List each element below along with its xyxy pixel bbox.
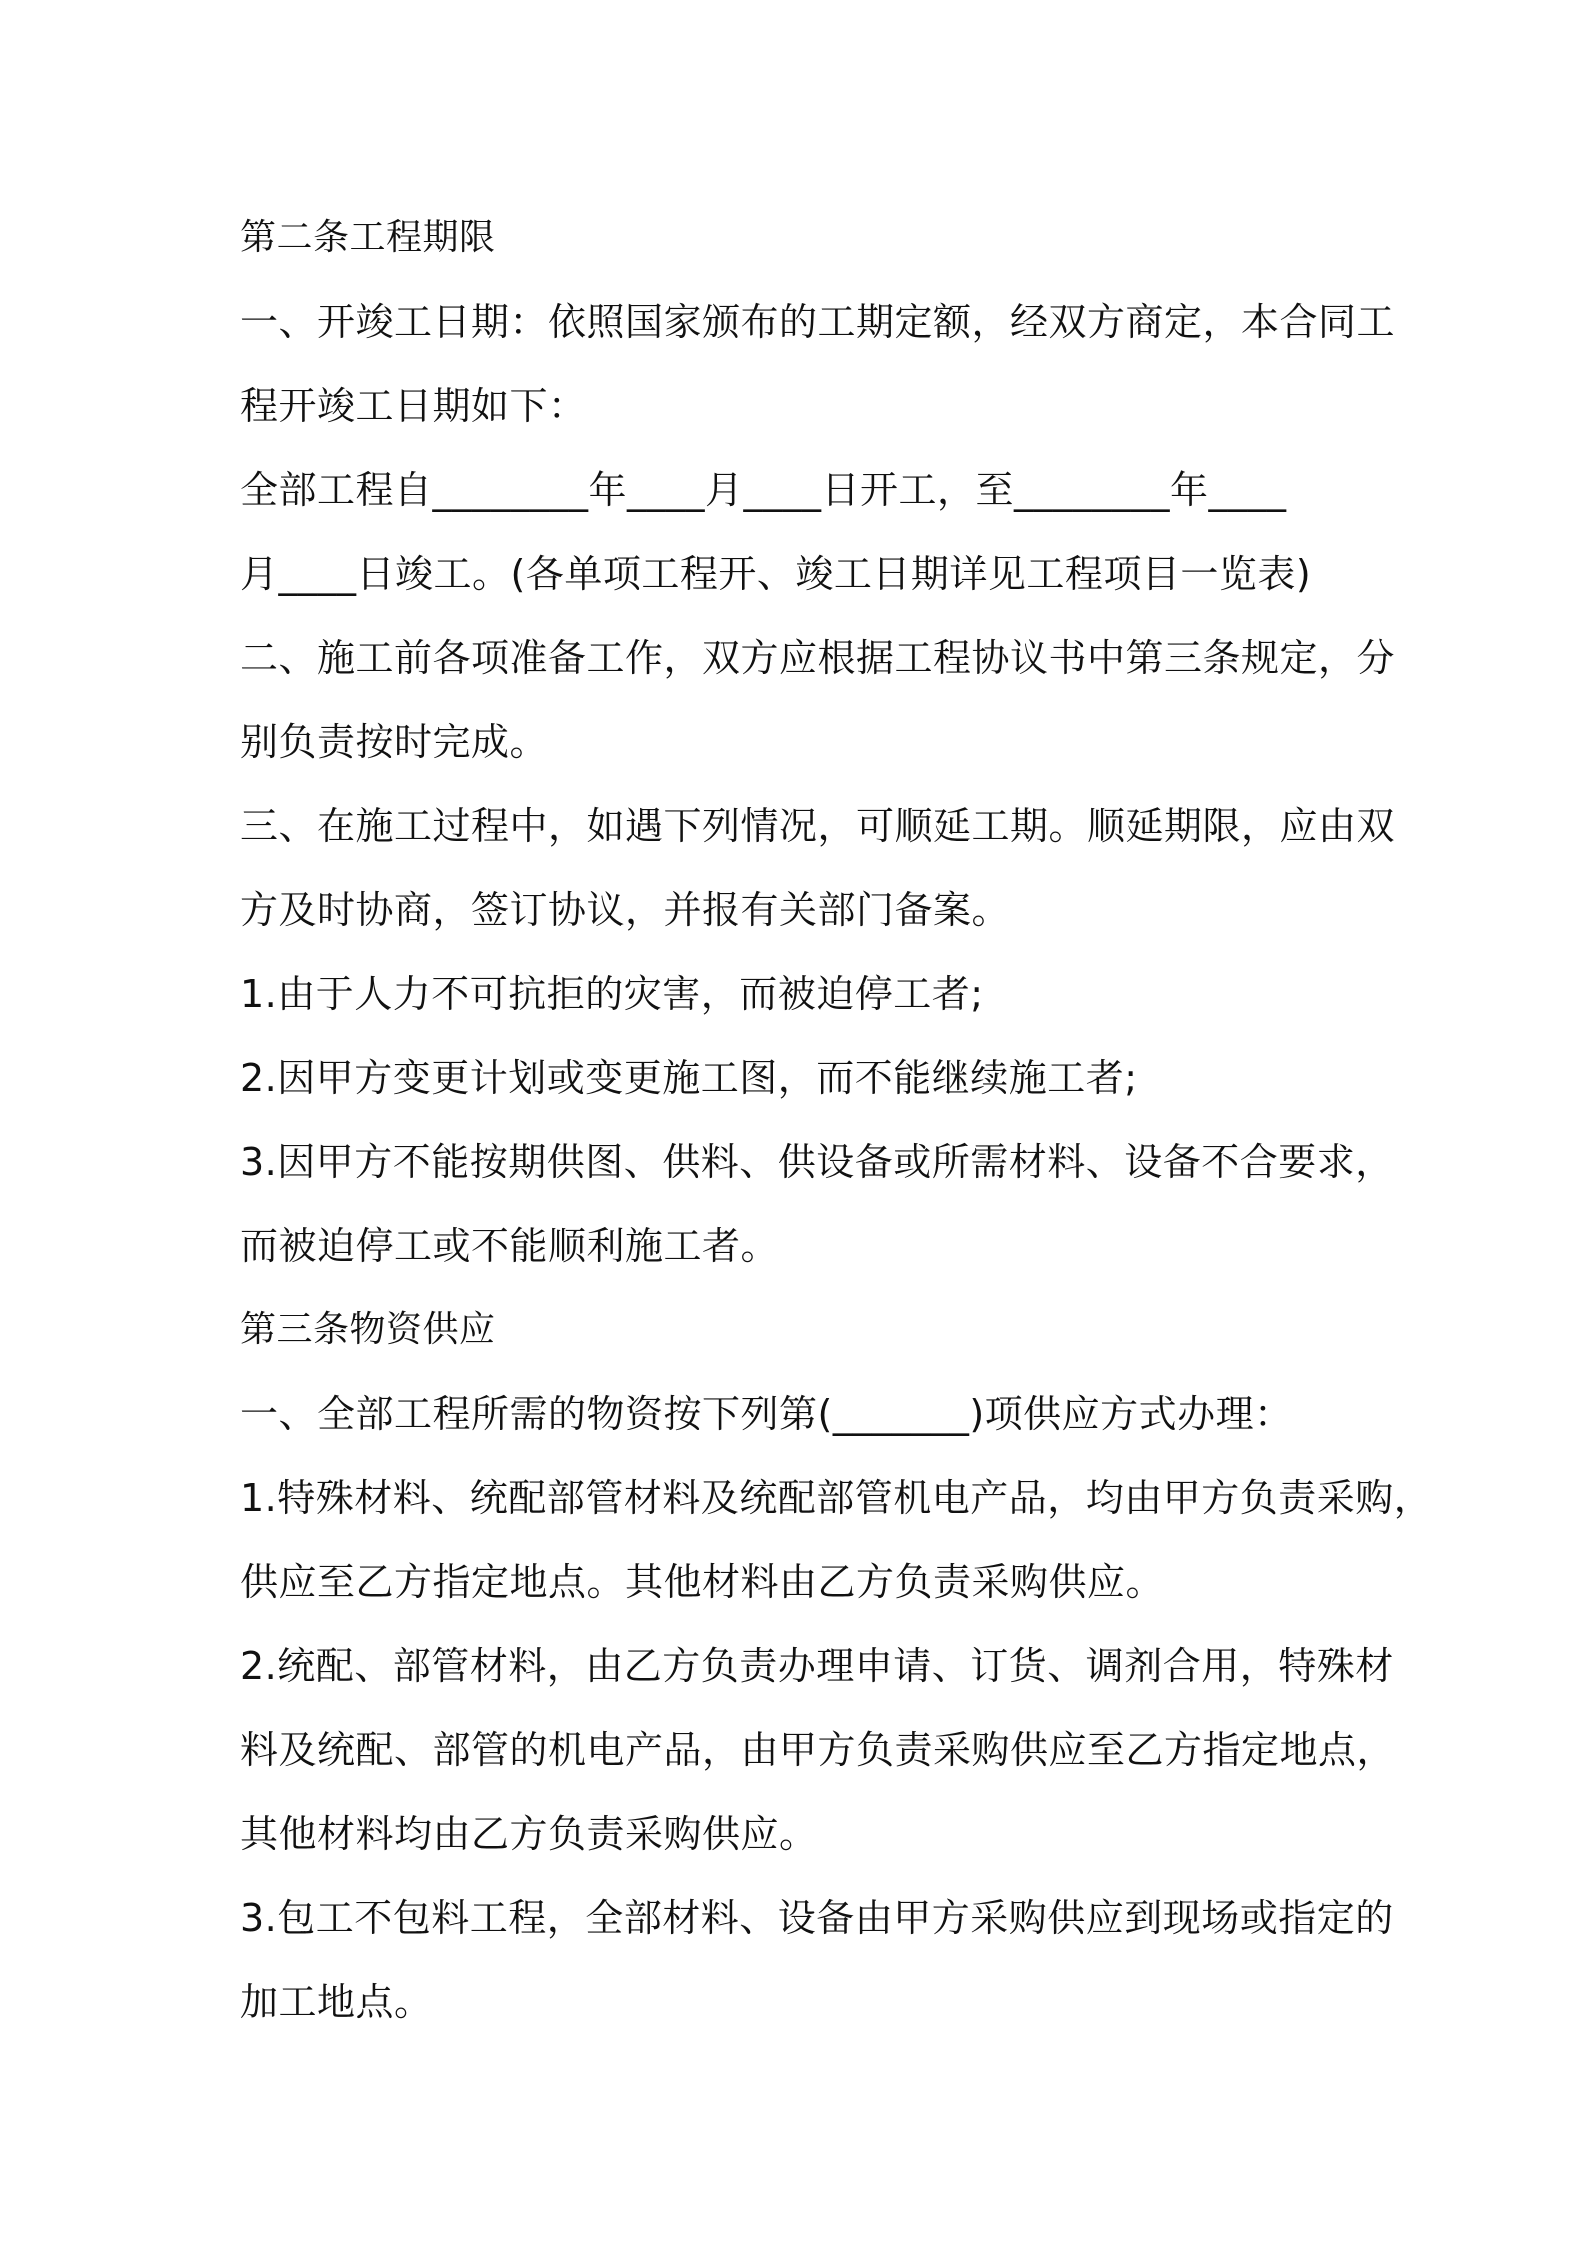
document-body <box>240 196 1433 2044</box>
paragraph-line: 方及时协商，签订协议，并报有关部门备案。 <box>240 888 1011 932</box>
list-item-line: 3.包工不包料工程，全部材料、设备由甲方采购供应到现场或指定的 <box>240 1896 1394 1940</box>
paragraph-line: 别负责按时完成。 <box>240 720 549 764</box>
list-item-line: 1.特殊材料、统配部管材料及统配部管机电产品，均由甲方负责采购， <box>240 1476 1433 1520</box>
list-item-line: 3.因甲方不能按期供图、供料、供设备或所需材料、设备不合要求， <box>240 1140 1394 1184</box>
paragraph-line: 二、施工前各项准备工作，双方应根据工程协议书中第三条规定，分 <box>240 636 1396 680</box>
paragraph-line: 一、开竣工日期：依照国家颁布的工期定额，经双方商定，本合同工 <box>240 300 1396 344</box>
paragraph-line: 三、在施工过程中，如遇下列情况，可顺延工期。顺延期限，应由双 <box>240 804 1396 848</box>
list-item-line: 其他材料均由乙方负责采购供应。 <box>240 1812 818 1856</box>
paragraph-line: 全部工程自________年____月____日开工，至________年____ <box>240 468 1287 512</box>
list-item-line: 料及统配、部管的机电产品，由甲方负责采购供应至乙方指定地点， <box>240 1728 1396 1772</box>
article-2-heading: 第二条工程期限 <box>240 217 496 258</box>
paragraph-line: 一、全部工程所需的物资按下列第(_______)项供应方式办理： <box>240 1392 1293 1436</box>
list-item-line: 而被迫停工或不能顺利施工者。 <box>240 1224 780 1268</box>
paragraph-line: 程开竣工日期如下： <box>240 384 587 428</box>
list-item-line: 2.因甲方变更计划或变更施工图，而不能继续施工者; <box>240 1056 1138 1100</box>
article-3-heading: 第三条物资供应 <box>240 1309 496 1350</box>
list-item-line: 供应至乙方指定地点。其他材料由乙方负责采购供应。 <box>240 1560 1165 1604</box>
paragraph-line: 月____日竣工。(各单项工程开、竣工日期详见工程项目一览表) <box>240 552 1312 596</box>
list-item-line: 1.由于人力不可抗拒的灾害，而被迫停工者; <box>240 972 984 1016</box>
list-item-line: 加工地点。 <box>240 1980 433 2024</box>
list-item-line: 2.统配、部管材料，由乙方负责办理申请、订货、调剂合用，特殊材 <box>240 1644 1394 1688</box>
